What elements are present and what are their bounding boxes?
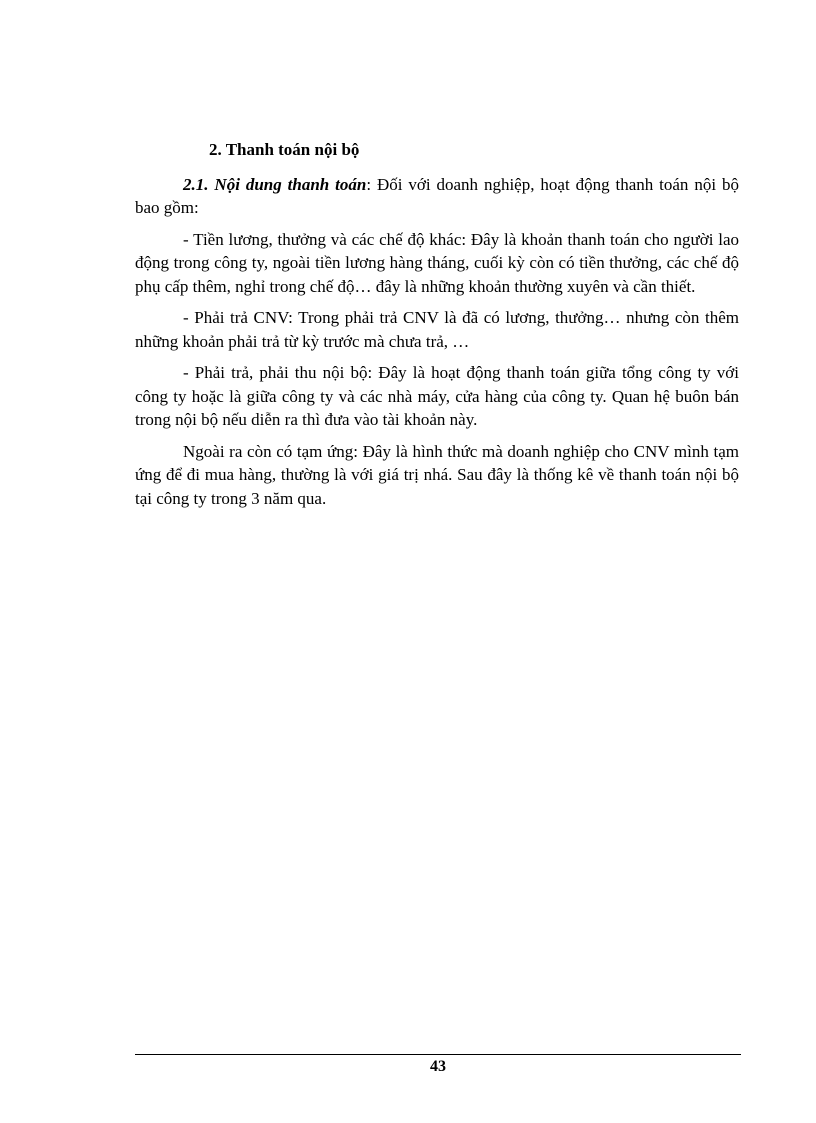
footer-divider [135, 1054, 741, 1055]
subsection-heading: 2.1. Nội dung thanh toán [183, 174, 367, 194]
intro-text: : Đối với doanh nghiệp, hoạt động thanh toán nội bộ bao gồm: [135, 174, 739, 217]
list-item-internal-payables: - Phải trả, phải thu nội bộ: Đây là hoạt động thanh toán giữa tổng công ty với công ty hoặc là giữa công ty và các nhà máy, cửa hàng của công ty. Quan hệ buôn bán trong nội bộ nếu diễn ra thì đưa vào tài khoản này. [135, 363, 739, 429]
list-item-salary: - Tiền lương, thưởng và các chế độ khác: Đây là khoản thanh toán cho người lao động trong công ty, ngoài tiền lương hàng tháng, cuối kỳ còn có tiền thưởng, các chế độ phụ cấp thêm, nghỉ trong chế độ… đây là những khoản thường xuyên và cần thiết. [135, 229, 739, 296]
list-item-payables-employees: - Phải trả CNV: Trong phải trả CNV là đã có lương, thưởng… nhưng còn thêm những khoản phải trả từ kỳ trước mà chưa trả, … [135, 308, 739, 351]
page-body [135, 138, 739, 518]
intro-paragraph [135, 173, 739, 220]
closing-paragraph: Ngoài ra còn có tạm ứng: Đây là hình thức mà doanh nghiệp cho CNV mình tạm ứng để đi mua hàng, thường là với giá trị nhá. Sau đây là thống kê về thanh toán nội bộ tại công ty trong 3 năm qua. [135, 441, 739, 508]
page-number: 43 [430, 1058, 446, 1075]
section-heading: 2. Thanh toán nội bộ [209, 140, 360, 159]
